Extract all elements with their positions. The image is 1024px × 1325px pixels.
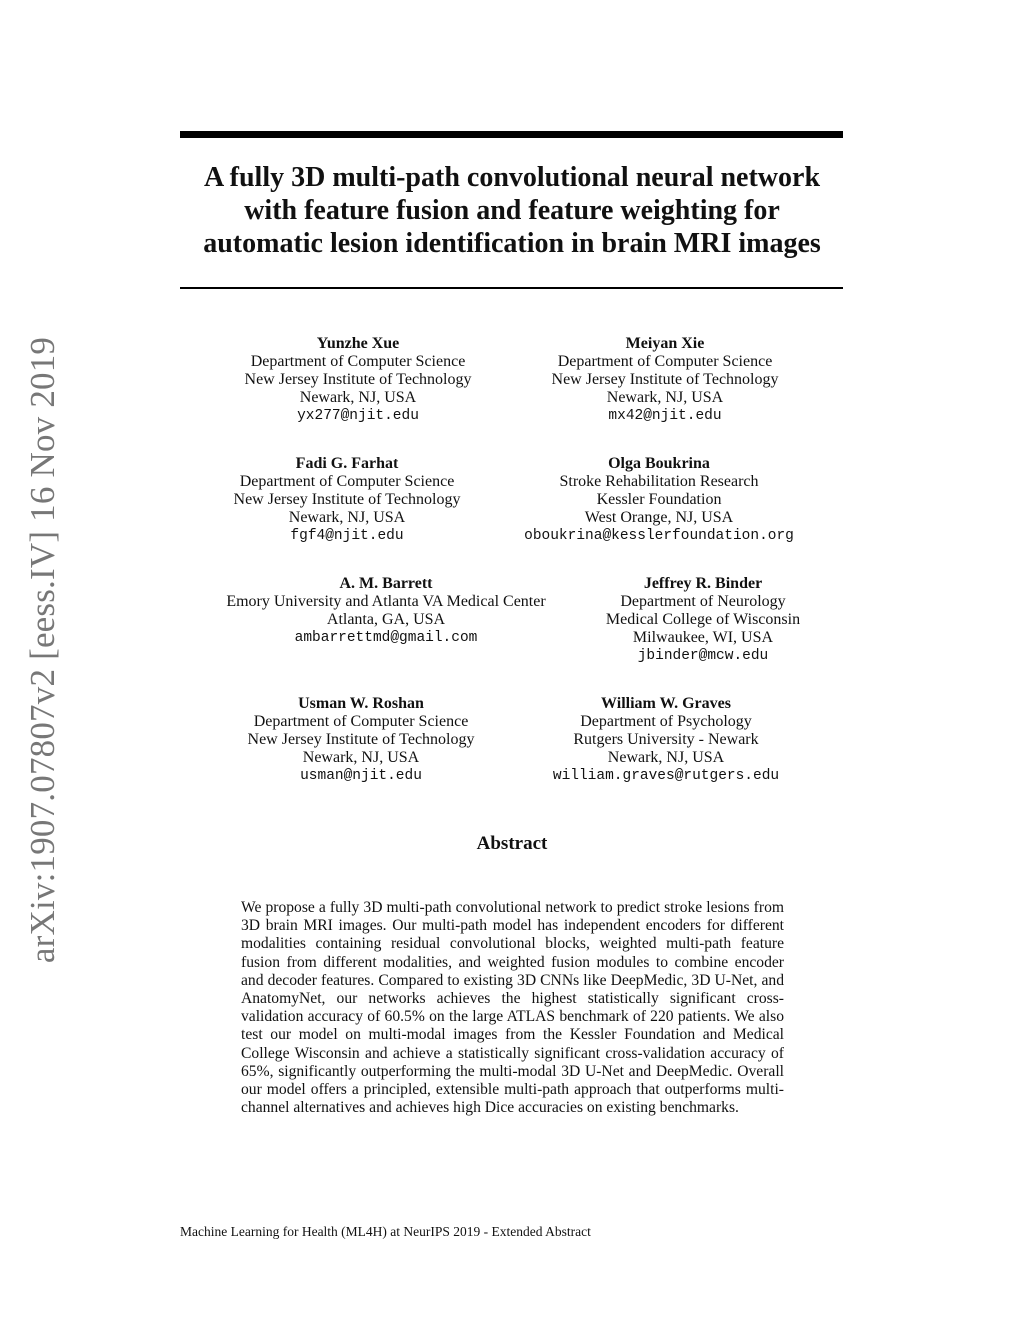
author-affiliation: Emory University and Atlanta VA Medical Center (226, 593, 546, 610)
author-location: Newark, NJ, USA (288, 509, 406, 526)
author-block (234, 455, 461, 545)
abstract-heading: Abstract (476, 833, 548, 854)
author-affiliation: Department of Neurology (620, 593, 786, 610)
author-location: Newark, NJ, USA (302, 749, 420, 766)
author-affiliation: New Jersey Institute of Technology (247, 731, 475, 748)
author-location: Milwaukee, WI, USA (632, 629, 774, 646)
author-name: A. M. Barrett (339, 575, 433, 592)
author-name: Olga Boukrina (608, 455, 710, 472)
author-location: Newark, NJ, USA (606, 389, 724, 406)
author-affiliation: Department of Computer Science (557, 353, 773, 370)
title-line: automatic lesion identification in brain MRI images (203, 228, 821, 259)
author-block (524, 455, 794, 545)
title-line: A fully 3D multi-path convolutional neural network (203, 162, 821, 193)
author-email[interactable]: fgf4@njit.edu (290, 528, 404, 544)
author-email[interactable]: yx277@njit.edu (297, 408, 419, 424)
arxiv-identifier-stamp: arXiv:1907.07807v2 [eess.IV] 16 Nov 2019 (23, 336, 62, 964)
author-affiliation: Kessler Foundation (596, 491, 722, 508)
author-email[interactable]: oboukrina@kesslerfoundation.org (524, 528, 794, 544)
author-email[interactable]: william.graves@rutgers.edu (552, 768, 780, 784)
author-affiliation: New Jersey Institute of Technology (551, 371, 779, 388)
author-affiliation: Medical College of Wisconsin (605, 611, 801, 628)
author-affiliation: Department of Psychology (580, 713, 752, 730)
author-affiliation: Department of Computer Science (239, 473, 455, 490)
title-bottom-rule (180, 287, 843, 289)
author-affiliation: Stroke Rehabilitation Research (559, 473, 759, 490)
author-block (553, 695, 779, 785)
author-name: Meiyan Xie (625, 335, 705, 352)
author-location: Newark, NJ, USA (299, 389, 417, 406)
venue-footer: Machine Learning for Health (ML4H) at NeurIPS 2019 - Extended Abstract (180, 1224, 591, 1239)
author-location: West Orange, NJ, USA (584, 509, 734, 526)
author-name: William W. Graves (601, 695, 731, 712)
author-block (552, 335, 779, 425)
author-name: Jeffrey R. Binder (643, 575, 763, 592)
author-name: Yunzhe Xue (316, 335, 400, 352)
author-affiliation: Rutgers University - Newark (573, 731, 759, 748)
author-name: Fadi G. Farhat (295, 455, 399, 472)
author-affiliation: Department of Computer Science (253, 713, 469, 730)
title-top-rule (180, 131, 843, 138)
author-email[interactable]: mx42@njit.edu (608, 408, 722, 424)
author-affiliation: New Jersey Institute of Technology (244, 371, 472, 388)
author-email[interactable]: usman@njit.edu (300, 768, 422, 784)
title-line: with feature fusion and feature weighting for (244, 195, 780, 226)
author-email[interactable]: ambarrettmd@gmail.com (294, 630, 478, 646)
paper-title (150, 161, 874, 260)
author-block (245, 335, 472, 425)
author-location: Atlanta, GA, USA (326, 611, 446, 628)
author-location: Newark, NJ, USA (607, 749, 725, 766)
author-affiliation: New Jersey Institute of Technology (233, 491, 461, 508)
abstract-body: We propose a fully 3D multi-path convolutional network to predict stroke lesions from 3D brain MRI images. Our multi-path model has independent encoders for different modalities containing residual convolutional blocks, weighted multi-path feature fusion from different modalities, and weighted fusion modules to combine encoder and decoder features. Compared to existing 3D CNNs like DeepMedic, 3D U-Net, and AnatomyNet, our networks achieves the highest statistically significant cross-validation accuracy of 60.5% on the large ATLAS benchmark of 220 patients. We also test our model on multi-modal images from the Kessler Foundation and Medical College Wisconsin and achieve a statistically significant cross-validation accuracy of 65%, significantly outperforming the multi-modal 3D U-Net and DeepMedic. Overall our model offers a principled, extensible multi-path approach that outperforms multi-channel alternatives and achieves high Dice accuracies on existing benchmarks. (241, 899, 784, 1117)
author-block (248, 695, 475, 785)
author-email[interactable]: jbinder@mcw.edu (637, 648, 769, 664)
author-block (606, 575, 800, 665)
author-name: Usman W. Roshan (298, 695, 424, 712)
author-affiliation: Department of Computer Science (250, 353, 466, 370)
author-block (226, 575, 545, 647)
